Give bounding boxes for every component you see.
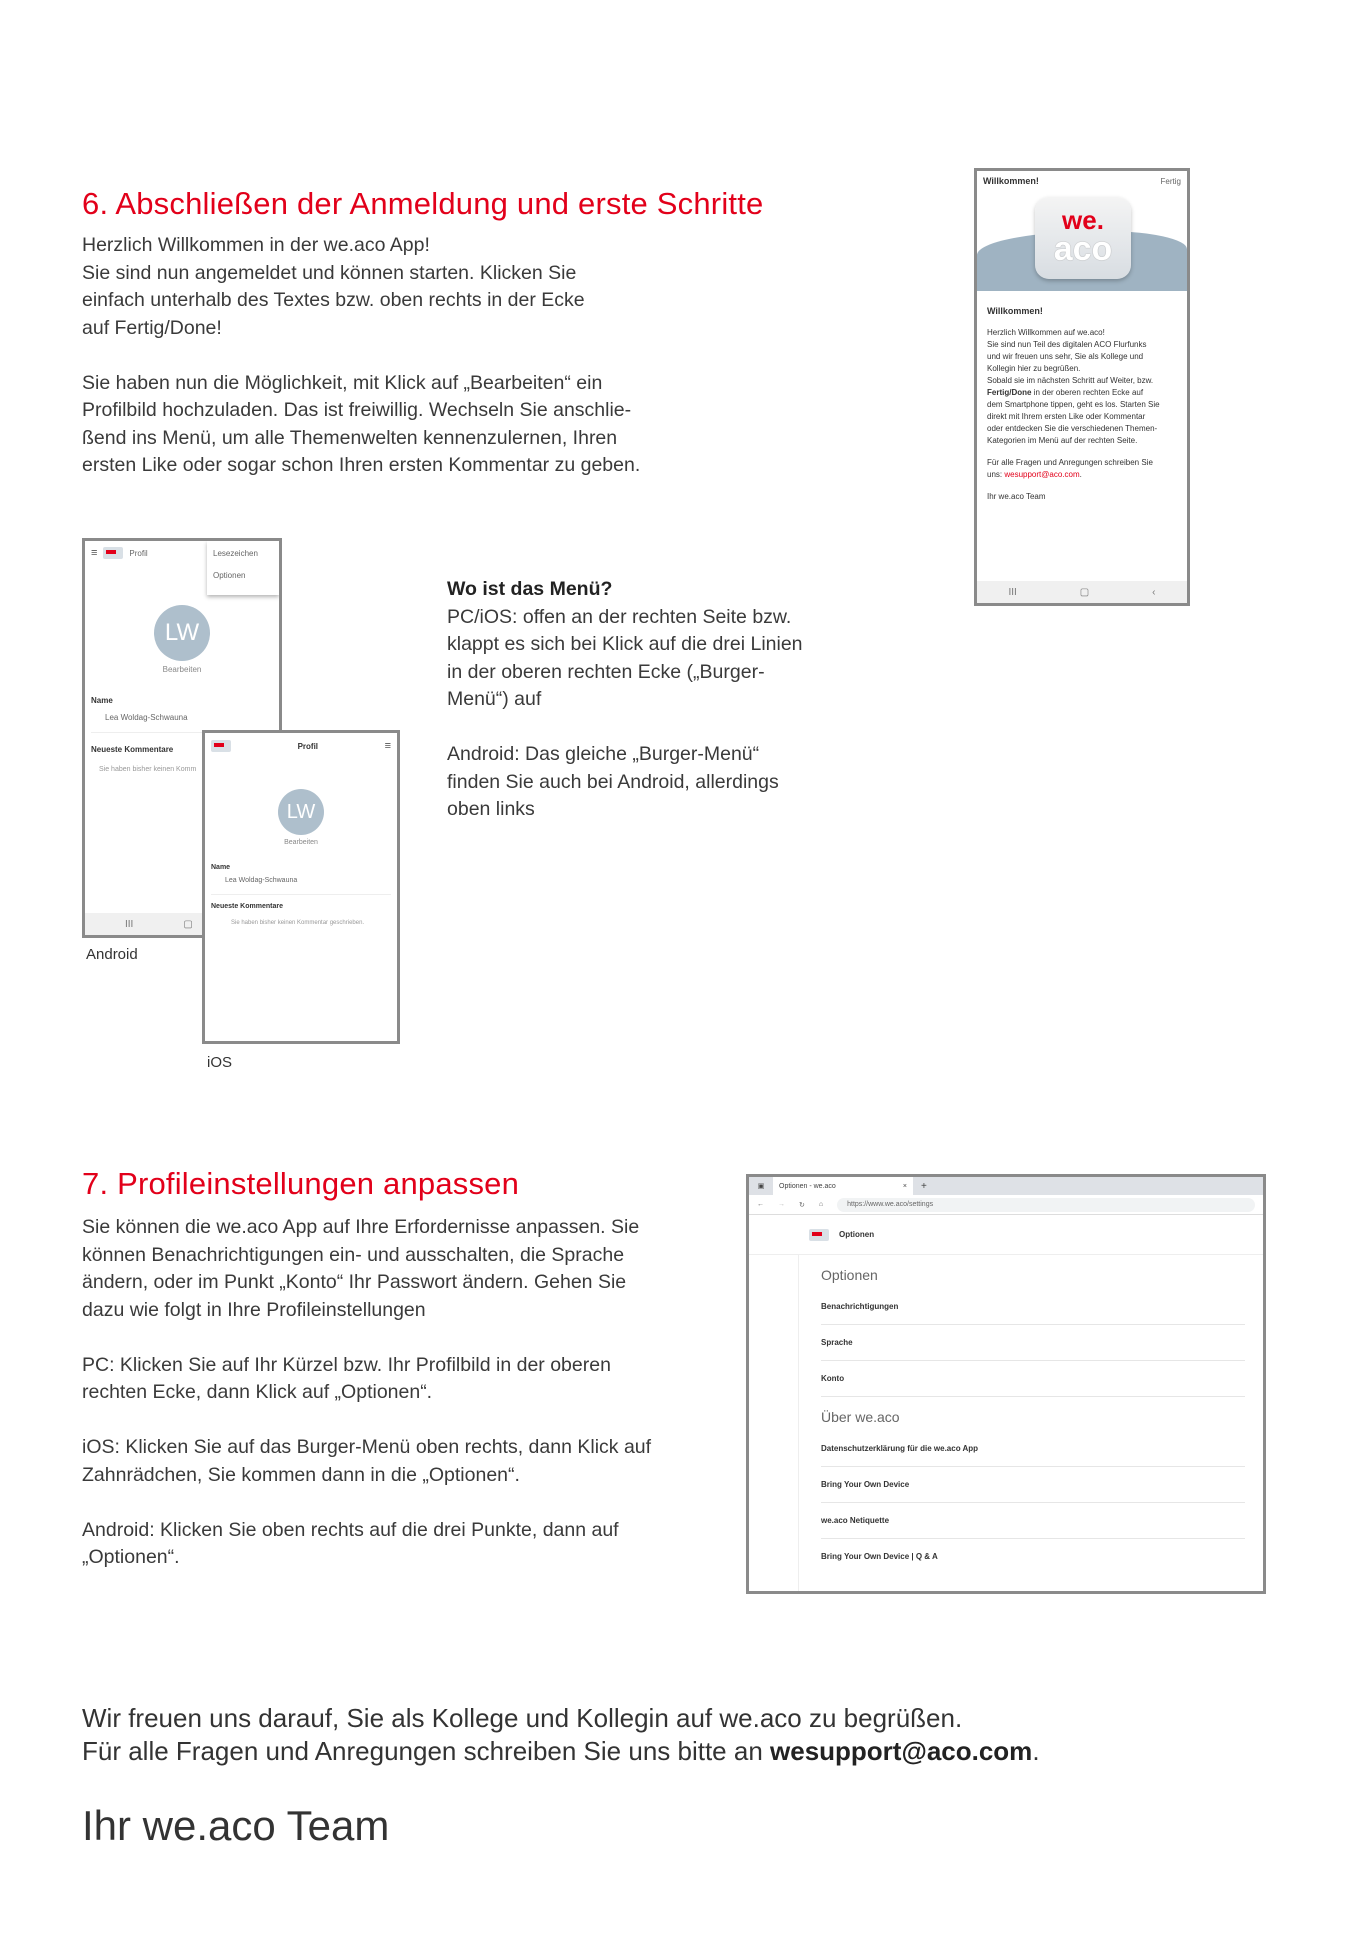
option-account[interactable]: Konto xyxy=(821,1361,1245,1397)
options-list xyxy=(799,1255,1263,1594)
weaco-mini-logo xyxy=(211,740,231,752)
close-tab-icon[interactable]: × xyxy=(902,1182,907,1190)
comments-label: Neueste Kommentare xyxy=(91,745,174,754)
weaco-logo: we. aco xyxy=(1035,197,1131,279)
text-line: Menü“) auf xyxy=(447,688,542,710)
welcome-line: Herzlich Willkommen auf we.aco! xyxy=(987,328,1105,337)
text-line: oben links xyxy=(447,798,535,820)
comments-empty: Sie haben bisher keinen Kommentar geschrieben. xyxy=(231,920,365,926)
home-icon[interactable]: ▢ xyxy=(1079,586,1090,598)
avatar[interactable]: LW xyxy=(278,789,324,835)
back-icon[interactable]: ← xyxy=(757,1201,764,1208)
welcome-line: direkt mit Ihrem ersten Like oder Kommentar xyxy=(987,412,1146,421)
text-line: Sie können die we.aco App auf Ihre Erfordernisse anpassen. Sie xyxy=(82,1216,640,1238)
burger-menu-icon[interactable]: ≡ xyxy=(384,740,391,752)
browser-address-bar xyxy=(749,1195,1263,1215)
android-dropdown-menu xyxy=(207,541,279,595)
welcome-line: und wir freuen uns sehr, Sie als Kollege und xyxy=(987,352,1144,361)
welcome-line: Sie sind nun Teil des digitalen ACO Flurfunks xyxy=(987,340,1147,349)
text-line: in der oberen rechten Ecke („Burger- xyxy=(447,660,765,683)
name-field[interactable]: Lea Woldag-Schwauna xyxy=(91,713,273,733)
url-input[interactable]: https://www.we.aco/settings xyxy=(837,1198,1255,1212)
welcome-line: Kategorien im Menü auf der rechten Seite. xyxy=(987,436,1138,445)
comments-label: Neueste Kommentare xyxy=(211,903,283,910)
browser-tab[interactable] xyxy=(773,1177,913,1195)
welcome-body xyxy=(977,291,1187,511)
ios-title: Profil xyxy=(297,741,319,751)
name-label: Name xyxy=(211,864,231,871)
text-line: Profilbild hochzuladen. Das ist freiwillig. Wechseln Sie anschlie- xyxy=(82,399,632,421)
android-caption: Android xyxy=(86,946,138,963)
app-header xyxy=(749,1215,1263,1255)
text-line: dazu wie folgt in Ihre Profileinstellungen xyxy=(82,1298,426,1321)
done-button[interactable]: Fertig xyxy=(1160,176,1181,186)
text-line: auf Fertig/Done! xyxy=(82,316,222,339)
options-heading: Optionen xyxy=(821,1267,878,1283)
text-line: klappt es sich bei Klick auf die drei Linien xyxy=(447,633,803,655)
ios-app-bar xyxy=(205,733,397,759)
text-line: können Benachrichtigungen ein- und ausschalten, die Sprache xyxy=(82,1243,625,1266)
text-line: ändern, oder im Punkt „Konto“ Ihr Passwort ändern. Gehen Sie xyxy=(82,1271,627,1293)
back-icon[interactable]: ‹ xyxy=(1152,586,1156,598)
menu-info xyxy=(447,576,847,824)
text-line: rechten Ecke, dann Klick auf „Optionen“. xyxy=(82,1381,433,1403)
reload-icon[interactable]: ↻ xyxy=(799,1201,805,1209)
footer-line-1: Wir freuen uns darauf, Sie als Kollege und Kollegin auf we.aco zu begrüßen. xyxy=(82,1703,963,1733)
text-line: Sie haben nun die Möglichkeit, mit Klick auf „Bearbeiten“ ein xyxy=(82,371,603,394)
welcome-banner xyxy=(977,191,1187,291)
name-field[interactable]: Lea Woldag-Schwauna xyxy=(211,877,391,895)
option-netiquette[interactable]: we.aco Netiquette xyxy=(821,1503,1245,1539)
edit-link[interactable]: Bearbeiten xyxy=(284,839,318,846)
burger-menu-icon[interactable]: ≡ xyxy=(91,547,98,559)
welcome-heading: Willkommen! xyxy=(987,306,1043,316)
android-nav-bar xyxy=(977,581,1187,603)
recent-apps-icon[interactable]: III xyxy=(1008,586,1017,598)
browser-tab-bar xyxy=(749,1177,1263,1195)
welcome-line: oder entdecken Sie die verschiedenen Themen- xyxy=(987,424,1158,433)
new-tab-icon[interactable]: + xyxy=(921,1180,927,1192)
option-byod-qa[interactable]: Bring Your Own Device | Q & A xyxy=(821,1552,938,1561)
text-line: Android: Klicken Sie oben rechts auf die drei Punkte, dann auf xyxy=(82,1518,619,1541)
section-6-title: 6. Abschließen der Anmeldung und erste Schritte xyxy=(82,186,764,221)
menu-item-options[interactable]: Optionen xyxy=(213,571,246,580)
ios-profile-screenshot xyxy=(202,730,400,1044)
welcome-contact-email-line: uns: wesupport@aco.com. xyxy=(987,470,1082,479)
text-line: Android: Das gleiche „Burger-Menü“ xyxy=(447,743,760,765)
option-notifications[interactable]: Benachrichtigungen xyxy=(821,1289,1245,1325)
browser-settings-screenshot xyxy=(746,1174,1266,1594)
home-icon[interactable]: ▢ xyxy=(183,918,193,930)
tab-title: Optionen - we.aco xyxy=(779,1182,836,1190)
welcome-screenshot xyxy=(974,168,1190,606)
section-6-text xyxy=(82,232,682,480)
option-language[interactable]: Sprache xyxy=(821,1325,1245,1361)
menu-info-heading: Wo ist das Menü? xyxy=(447,578,613,600)
text-line: PC: Klicken Sie auf Ihr Kürzel bzw. Ihr Profilbild in der oberen xyxy=(82,1353,611,1376)
section-7-text xyxy=(82,1214,702,1572)
support-email-link[interactable]: wesupport@aco.com xyxy=(770,1736,1033,1766)
option-privacy[interactable]: Datenschutzerklärung für die we.aco App xyxy=(821,1431,1245,1467)
text-line: PC/iOS: offen an der rechten Seite bzw. xyxy=(447,605,792,628)
text-line: „Optionen“. xyxy=(82,1546,180,1568)
welcome-line: dem Smartphone tippen, geht es los. Starten Sie xyxy=(987,400,1160,409)
tab-actions-icon[interactable]: ▣ xyxy=(757,1183,765,1190)
forward-icon[interactable]: → xyxy=(778,1201,785,1208)
text-line: ersten Like oder sogar schon Ihren ersten Kommentar zu geben. xyxy=(82,454,641,476)
avatar[interactable]: LW xyxy=(154,605,210,661)
edit-link[interactable]: Bearbeiten xyxy=(162,665,202,674)
about-heading: Über we.aco xyxy=(821,1409,900,1425)
section-7-title: 7. Profileinstellungen anpassen xyxy=(82,1166,520,1201)
footer-signature: Ihr we.aco Team xyxy=(82,1802,390,1849)
text-line: Sie sind nun angemeldet und können starten. Klicken Sie xyxy=(82,261,577,284)
android-title: Profil xyxy=(129,548,148,558)
home-icon[interactable]: ⌂ xyxy=(818,1201,824,1208)
comments-empty: Sie haben bisher keinen Komm xyxy=(99,766,197,773)
welcome-header xyxy=(977,171,1187,191)
footer-line-2: Für alle Fragen und Anregungen schreiben Sie uns bitte an wesupport@aco.com. xyxy=(82,1736,1040,1766)
weaco-mini-logo xyxy=(103,547,123,559)
text-line: finden Sie auch bei Android, allerdings xyxy=(447,770,779,793)
menu-item-bookmarks[interactable]: Lesezeichen xyxy=(213,549,258,558)
text-line: einfach unterhalb des Textes bzw. oben rechts in der Ecke xyxy=(82,289,585,311)
welcome-line: Fertig/Done in der oberen rechten Ecke auf xyxy=(987,388,1144,397)
recent-apps-icon[interactable]: III xyxy=(125,918,134,930)
footer-text xyxy=(82,1702,1040,1768)
weaco-mini-logo xyxy=(809,1229,829,1241)
welcome-header-title: Willkommen! xyxy=(983,176,1039,186)
text-line: ßend ins Menü, um alle Themenwelten kennenzulernen, Ihren xyxy=(82,426,618,449)
ios-caption: iOS xyxy=(207,1054,233,1071)
option-byod[interactable]: Bring Your Own Device xyxy=(821,1467,1245,1503)
welcome-contact: Für alle Fragen und Anregungen schreiben Sie xyxy=(987,458,1153,467)
welcome-line: Kollegin hier zu begrüßen. xyxy=(987,364,1081,373)
text-line: Herzlich Willkommen in der we.aco App! xyxy=(82,234,430,256)
welcome-line: Sobald sie im nächsten Schritt auf Weiter, bzw. xyxy=(987,376,1154,385)
text-line: iOS: Klicken Sie auf das Burger-Menü oben rechts, dann Klick auf xyxy=(82,1436,652,1458)
text-line: Zahnrädchen, Sie kommen dann in die „Optionen“. xyxy=(82,1463,520,1486)
app-header-label: Optionen xyxy=(839,1230,875,1239)
contact-email-link[interactable]: wesupport@aco.com xyxy=(1004,470,1080,479)
name-label: Name xyxy=(91,696,113,705)
welcome-signature: Ihr we.aco Team xyxy=(987,492,1046,501)
